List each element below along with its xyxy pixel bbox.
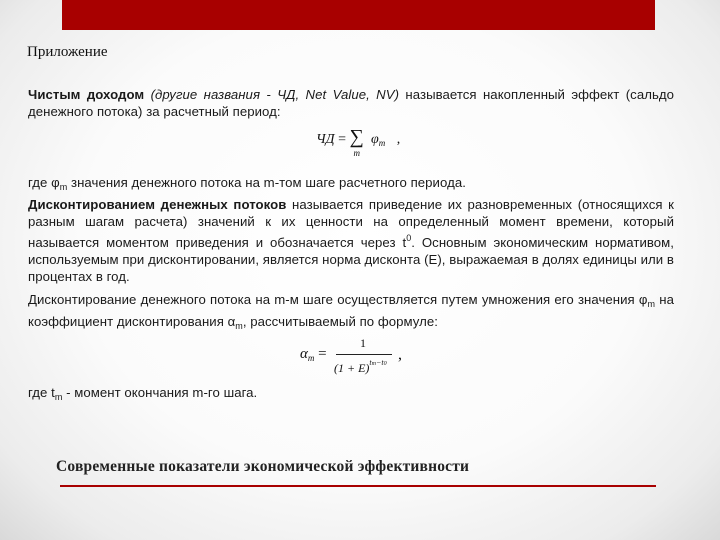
slide-title: Современные показатели экономической эффективности (56, 458, 470, 475)
footer-accent-line (60, 485, 656, 487)
where2-sub: m (54, 392, 63, 402)
formula1-sum-index: m (353, 148, 360, 158)
formula1-sum-symbol: ∑ (349, 126, 364, 148)
discounting-text: называется приведение их разновременных (относящихся к разным шагам расчета) значений к их ценности на определенный момент времени, который называется моментом приведения и обозначается через t (28, 197, 674, 250)
where1-rest: значения денежного потока на m-том шаге расчетного периода. (67, 175, 466, 190)
where-phi-paragraph (28, 174, 674, 196)
formula2-exp-sub: m (371, 361, 376, 367)
appendix-label: Приложение (27, 44, 108, 60)
formula2-exp-rest: −t (376, 358, 384, 367)
net-income-paragraph (28, 86, 674, 120)
formula2-eq: = (318, 346, 327, 362)
net-income-formula (316, 126, 401, 158)
discount-step-text2: на коэффициент дисконтирования α (28, 292, 675, 329)
formula1-comma: , (396, 132, 401, 147)
where2-rest: - момент окончания m-го шага. (62, 385, 258, 400)
formula2-fraction-bar (336, 354, 392, 355)
discount-step-text3: , рассчитываемый по формуле: (242, 314, 439, 329)
where1-sub: m (59, 182, 68, 192)
discount-step-text: Дисконтирование денежного потока на m-м шаге осуществляется путем умножения его значения φ (28, 292, 648, 307)
net-income-alt-names: (другие названия - ЧД, Net Value, NV) (150, 87, 400, 102)
formula2-exp-end: 0 (383, 361, 387, 367)
formula2-lhs-sub: m (307, 353, 315, 363)
discount-coefficient-formula (300, 336, 420, 382)
discount-step-paragraph (28, 291, 674, 335)
formula1-phi-sub: m (378, 138, 386, 148)
formula2-lhs: α (300, 346, 308, 362)
discounting-text2: . Основным экономическим нормативом, используемым при дисконтировании, является норма дисконта (Е), выражаемая в долях единицы или в процентах в год. (28, 235, 674, 284)
formula1-eq: = (338, 132, 346, 147)
discounting-paragraph (28, 196, 674, 285)
formula2-comma: , (398, 346, 402, 363)
discount-step-sub: m (647, 299, 656, 309)
formula1-phi: φ (370, 132, 379, 147)
discount-step-sub2: m (235, 321, 243, 331)
where-tm-paragraph (28, 384, 674, 406)
net-income-definition: называется накопленный эффект (сальдо денежного потока) за расчетный период: (28, 87, 674, 119)
where1-text: где φ (28, 175, 60, 190)
where2-text: где t (28, 385, 55, 400)
formula2-base: (1 + E) (334, 361, 370, 375)
formula2-numerator: 1 (360, 336, 366, 350)
formula1-lhs: ЧД (316, 132, 335, 147)
discounting-sup: 0 (406, 233, 412, 243)
discounting-term: Дисконтированием денежных потоков (28, 197, 287, 212)
net-income-term: Чистым доходом (28, 87, 145, 102)
formula2-exp: t (369, 358, 372, 367)
